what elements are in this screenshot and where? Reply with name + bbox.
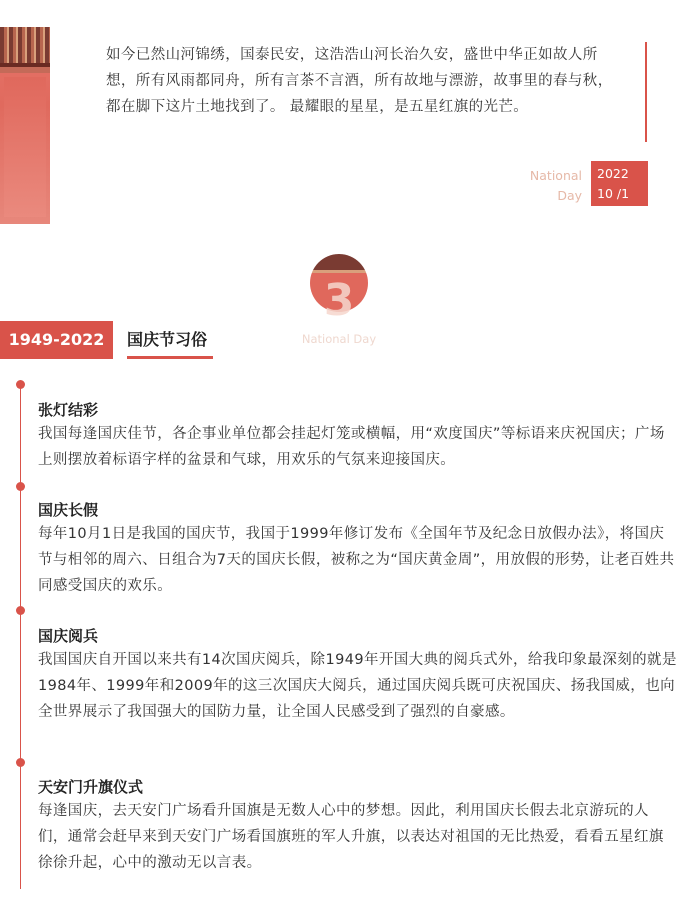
roof-beam [0, 67, 50, 73]
emblem-number: 3 [323, 275, 355, 326]
timeline-dot [16, 380, 25, 389]
national-day-label [500, 166, 582, 206]
item-title: 国庆阅兵 [38, 627, 99, 645]
section-title-underline [127, 356, 213, 359]
year-range-tag: 1949-2022 [0, 321, 113, 359]
date-badge [591, 161, 648, 206]
intro-divider-line [645, 42, 647, 142]
date-year: 2022 [597, 166, 629, 181]
roof-tiles [0, 27, 50, 67]
red-wall [4, 77, 46, 217]
national-word: National [529, 168, 582, 183]
intro-paragraph: 如今已然山河锦绣，国泰民安，这浩浩山河长治久安，盛世中华正如故人所想，所有风雨都同舟，所有言茶不言酒，所有故地与漂游，故事里的春与秋，都在脚下这片土地找到了。 最耀眼的星星，是五星红旗的光芒。 [106, 47, 613, 115]
timeline-dot [16, 758, 25, 767]
timeline-line [20, 386, 21, 889]
item-body: 每年10月1日是我国的国庆节，我国于1999年修订发布《全国年节及纪念日放假办法》，将国庆节与相邻的周六、日组合为7天的国庆长假，被称之为“国庆黄金周”，用放假的形势，让老百姓共同感受国庆的欢乐。 [38, 526, 675, 594]
emblem-subtitle: National Day [301, 332, 377, 346]
date-day: 10 /1 [597, 186, 630, 201]
timeline-dot [16, 482, 25, 491]
item-body: 我国国庆自开国以来共有14次国庆阅兵，除1949年开国大典的阅兵式外，给我印象最深刻的就是1984年、1999年和2009年的这三次国庆大阅兵，通过国庆阅兵既可庆祝国庆、扬我国威，也向全世界展示了我国强大的国防力量，让全国人民感受到了强烈的自豪感。 [38, 652, 677, 720]
section-title: 国庆节习俗 [127, 330, 208, 349]
item-body: 我国每逢国庆佳节，各企事业单位都会挂起灯笼或横幅，用“欢度国庆”等标语来庆祝国庆；广场上则摆放着标语字样的盆景和气球，用欢乐的气氛来迎接国庆。 [38, 426, 665, 468]
item-title: 张灯结彩 [38, 401, 99, 419]
timeline-dot [16, 606, 25, 615]
palace-wall-image [0, 27, 50, 224]
day-word: Day [557, 188, 582, 203]
item-body: 每逢国庆，去天安门广场看升国旗是无数人心中的梦想。因此，利用国庆长假去北京游玩的人们，通常会赶早来到天安门广场看国旗班的军人升旗，以表达对祖国的无比热爱，看看五星红旗徐徐升起，心中的激动无以言表。 [38, 803, 664, 871]
item-title: 天安门升旗仪式 [38, 778, 144, 796]
item-title: 国庆长假 [38, 501, 99, 519]
